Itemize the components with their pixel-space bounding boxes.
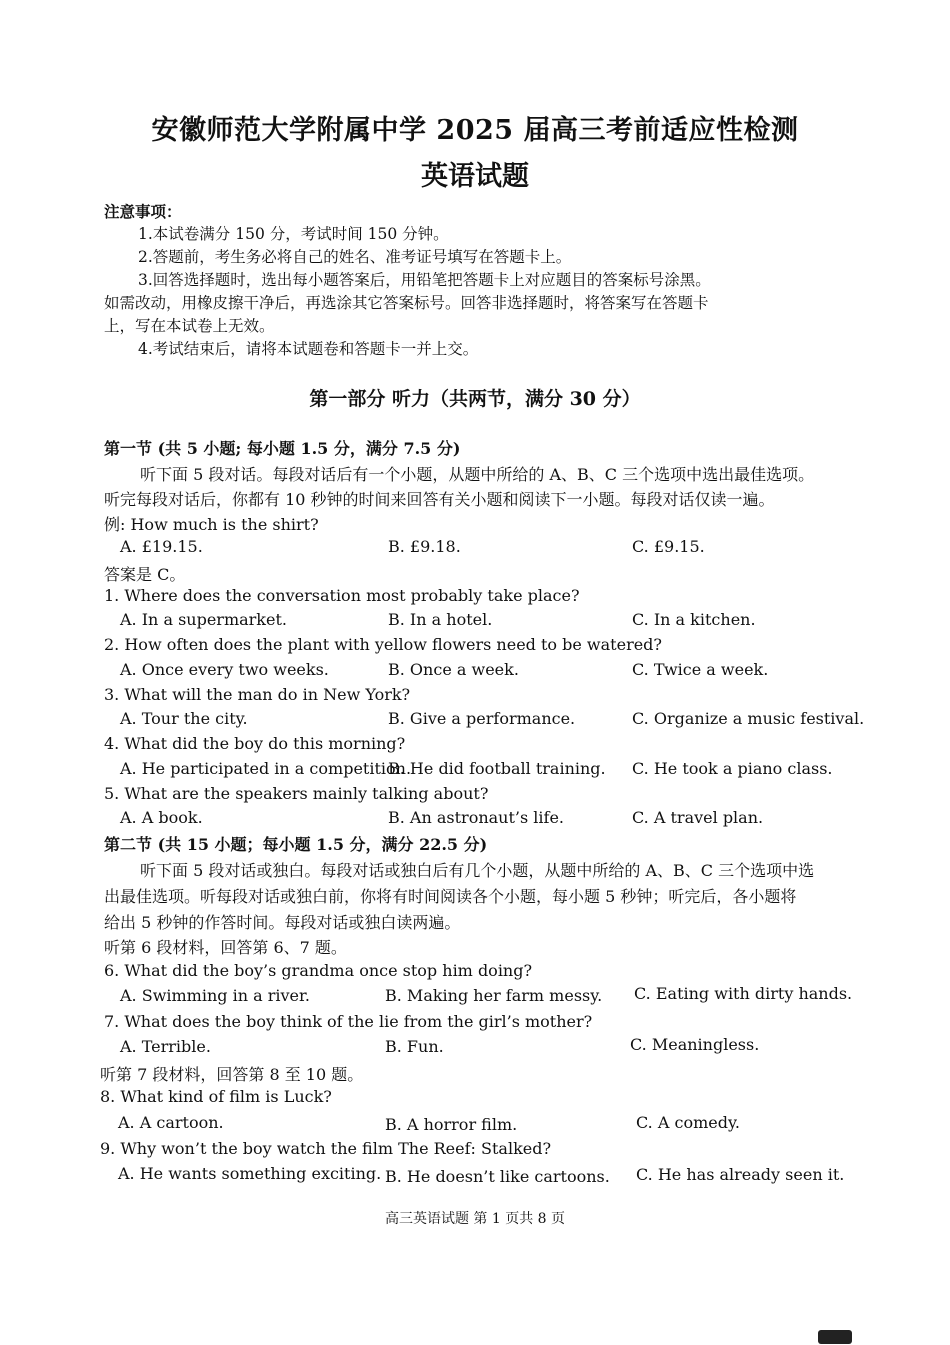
option-c: C. £9.15.	[632, 537, 705, 556]
note-item: 上，写在本试卷上无效。	[104, 317, 275, 335]
note-item: 2.答题前，考生务必将自己的姓名、准考证号填写在答题卡上。	[138, 248, 572, 266]
instruction-line: 听下面 5 段对话或独白。每段对话或独白后有几个小题，从题中所给的 A、B、C 三个选项中选	[140, 861, 815, 880]
option-a: A. Terrible.	[120, 1037, 211, 1056]
option-a: A. Swimming in a river.	[120, 986, 310, 1005]
note-item: 3.回答选择题时，选出每小题答案后，用铅笔把答题卡上对应题目的答案标号涂黑。	[138, 271, 711, 289]
option-c: C. Twice a week.	[632, 660, 769, 679]
question: 2. How often does the plant with yellow flowers need to be watered?	[104, 635, 662, 654]
example-answer: 答案是 C。	[104, 565, 186, 584]
option-b: B. Fun.	[385, 1037, 444, 1056]
option-a: A. £19.15.	[120, 537, 203, 556]
question: 8. What kind of film is Luck?	[100, 1087, 332, 1106]
option-c: C. In a kitchen.	[632, 610, 756, 629]
option-b: B. Making her farm messy.	[385, 986, 603, 1005]
question: 5. What are the speakers mainly talking about?	[104, 784, 489, 803]
option-a: A. He wants something exciting.	[118, 1164, 382, 1183]
option-b: B. Once a week.	[388, 660, 519, 679]
page-footer: 高三英语试题 第 1 页共 8 页	[384, 1211, 566, 1227]
option-a: A. In a supermarket.	[120, 610, 287, 629]
note-item: 如需改动，用橡皮擦干净后，再选涂其它答案标号。回答非选择题时，将答案写在答题卡	[104, 294, 709, 312]
section-heading: 第二节 (共 15 小题；每小题 1.5 分，满分 22.5 分)	[104, 835, 488, 854]
option-c: C. Meaningless.	[630, 1035, 760, 1054]
option-b: B. In a hotel.	[388, 610, 493, 629]
option-b: B. He doesn’t like cartoons.	[385, 1167, 610, 1186]
instruction-line: 听完每段对话后，你都有 10 秒钟的时间来回答有关小题和阅读下一小题。每段对话仅读一遍。	[104, 490, 775, 509]
note-item: 1.本试卷满分 150 分，考试时间 150 分钟。	[138, 225, 449, 243]
option-a: A. A cartoon.	[118, 1113, 224, 1132]
exam-subtitle: 英语试题	[421, 161, 529, 192]
example-question: 例: How much is the shirt?	[104, 515, 319, 534]
scanner-logo-icon	[818, 1330, 852, 1344]
option-b: B. £9.18.	[388, 537, 461, 556]
part-heading: 第一部分 听力（共两节，满分 30 分）	[309, 388, 641, 410]
option-a: A. Tour the city.	[120, 709, 248, 728]
option-c: C. A travel plan.	[632, 808, 764, 827]
question: 3. What will the man do in New York?	[104, 685, 411, 704]
question: 6. What did the boy’s grandma once stop him doing?	[104, 961, 533, 980]
option-c: C. He has already seen it.	[636, 1165, 845, 1184]
question: 7. What does the boy think of the lie from the girl’s mother?	[104, 1012, 593, 1031]
material-label: 听第 7 段材料，回答第 8 至 10 题。	[100, 1065, 364, 1084]
option-a: A. Once every two weeks.	[120, 660, 329, 679]
notes-heading: 注意事项：	[104, 202, 182, 221]
section-heading: 第一节 (共 5 小题; 每小题 1.5 分，满分 7.5 分)	[104, 439, 461, 458]
option-c: C. A comedy.	[636, 1113, 740, 1132]
option-b: B. He did football training.	[388, 759, 606, 778]
option-c: C. Organize a music festival.	[632, 709, 865, 728]
option-b: B. An astronaut’s life.	[388, 808, 565, 827]
option-a: A. A book.	[120, 808, 203, 827]
option-b: B. A horror film.	[385, 1115, 518, 1134]
material-label: 听第 6 段材料，回答第 6、7 题。	[104, 938, 347, 957]
option-c: C. He took a piano class.	[632, 759, 833, 778]
option-a: A. He participated in a competition.	[120, 759, 412, 778]
option-c: C. Eating with dirty hands.	[634, 984, 853, 1003]
note-item: 4.考试结束后，请将本试题卷和答题卡一并上交。	[138, 340, 479, 358]
question: 9. Why won’t the boy watch the film The Reef: Stalked?	[100, 1139, 552, 1158]
instruction-line: 出最佳选项。听每段对话或独白前，你将有时间阅读各个小题，每小题 5 秒钟；听完后，各小题将	[104, 887, 797, 906]
exam-title: 安徽师范大学附属中学 2025 届高三考前适应性检测	[151, 115, 799, 146]
question: 1. Where does the conversation most probably take place?	[104, 586, 580, 605]
question: 4. What did the boy do this morning?	[104, 734, 406, 753]
instruction-line: 给出 5 秒钟的作答时间。每段对话或独白读两遍。	[104, 913, 461, 932]
option-b: B. Give a performance.	[388, 709, 576, 728]
instruction-line: 听下面 5 段对话。每段对话后有一个小题，从题中所给的 A、B、C 三个选项中选出最佳选项。	[140, 465, 815, 484]
